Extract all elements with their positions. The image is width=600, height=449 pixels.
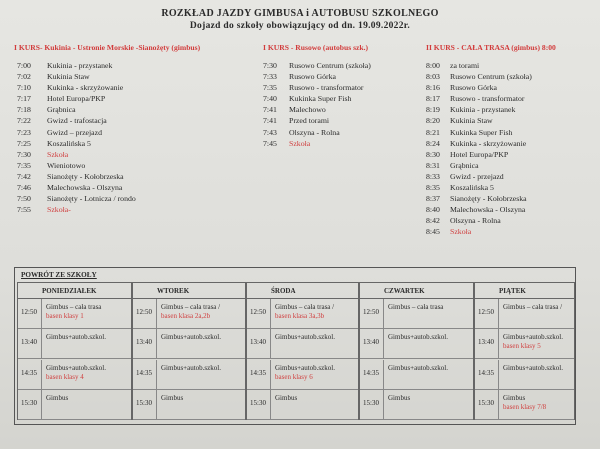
stop-name: Rusowo Centrum (szkoła) bbox=[289, 61, 371, 70]
departure-time: 7:30 bbox=[17, 149, 31, 159]
stop-name: Sianożęty - Kołobrzeska bbox=[450, 194, 527, 204]
stop-name: Malechowska - Olszyna bbox=[47, 183, 123, 193]
return-time: 12:50 bbox=[136, 308, 152, 316]
route-text: Gimbus+autob.szkol. bbox=[388, 364, 448, 372]
route-text: Gimbus+autob.szkol. bbox=[388, 333, 448, 341]
route-text: Gimbus bbox=[503, 394, 526, 402]
departure-time: 8:40 bbox=[426, 205, 440, 215]
schedule-row bbox=[426, 71, 532, 82]
schedule-row bbox=[426, 138, 532, 149]
schedule-row bbox=[263, 82, 371, 93]
time-divider bbox=[498, 390, 499, 419]
column-heading-course-2: II KURS - CAŁA TRASA (gimbus) 8:00 bbox=[426, 43, 556, 52]
pool-note: basen klasy 7/8 bbox=[503, 403, 547, 411]
departure-time: 7:22 bbox=[17, 116, 31, 126]
departure-time: 7:18 bbox=[17, 105, 31, 115]
time-divider bbox=[41, 299, 42, 328]
departure-time: 7:55 bbox=[17, 205, 31, 215]
stop-name: Sianożęty - Lotnicza / rondo bbox=[47, 194, 136, 204]
schedule-row bbox=[426, 149, 532, 160]
return-time: 13:40 bbox=[478, 338, 494, 346]
return-time: 15:30 bbox=[250, 399, 266, 407]
return-table bbox=[14, 267, 576, 425]
stop-name: Kukinia - przystanek bbox=[47, 61, 113, 70]
route-text: Gimbus+autob.szkol. bbox=[275, 333, 335, 341]
departure-slot bbox=[360, 329, 473, 359]
departure-time: 8:20 bbox=[426, 116, 440, 126]
departure-time: 8:33 bbox=[426, 171, 440, 181]
day-heading: ŚRODA bbox=[247, 283, 358, 299]
departure-time: 8:35 bbox=[426, 183, 440, 193]
stop-name: Malechowo bbox=[289, 105, 326, 115]
schedule-row bbox=[17, 193, 136, 204]
day-column bbox=[17, 282, 132, 420]
departure-time: 7:40 bbox=[263, 94, 277, 104]
return-time: 14:35 bbox=[478, 369, 494, 377]
time-divider bbox=[41, 329, 42, 358]
time-divider bbox=[156, 299, 157, 328]
pool-note: basen klasy 6 bbox=[275, 373, 313, 381]
time-divider bbox=[156, 329, 157, 358]
schedule-row bbox=[17, 138, 136, 149]
schedule-row bbox=[263, 138, 371, 149]
pool-note: basen klasy 4 bbox=[46, 373, 84, 381]
departure-slot bbox=[133, 360, 245, 390]
time-divider bbox=[383, 360, 384, 389]
return-time: 15:30 bbox=[478, 399, 494, 407]
departure-time: 7:17 bbox=[17, 94, 31, 104]
departure-slot bbox=[18, 329, 131, 359]
schedule-row bbox=[263, 60, 371, 71]
stop-name: Kukinia Staw bbox=[450, 116, 493, 126]
day-column bbox=[359, 282, 474, 420]
route-text: Gimbus bbox=[388, 394, 411, 402]
schedule-column-3 bbox=[426, 60, 532, 238]
departure-time: 7:23 bbox=[17, 127, 31, 137]
stop-name: Sianożęty - Kołobrzeska bbox=[47, 171, 124, 181]
stop-name: Gwizd - trafostacja bbox=[47, 116, 107, 126]
stop-name: Olszyna - Rolna bbox=[289, 127, 340, 137]
stop-name: Kukinka Super Fish bbox=[450, 127, 513, 137]
schedule-column-1 bbox=[17, 60, 136, 215]
time-divider bbox=[156, 390, 157, 419]
stop-name: Szkoła bbox=[450, 227, 472, 237]
stop-name: Grąbnica bbox=[450, 160, 479, 170]
schedule-row bbox=[426, 127, 532, 138]
departure-time: 8:37 bbox=[426, 194, 440, 204]
departure-time: 8:30 bbox=[426, 149, 440, 159]
schedule-row bbox=[426, 160, 532, 171]
pool-note: basen klasy 1 bbox=[46, 312, 84, 320]
time-divider bbox=[270, 360, 271, 389]
return-time: 14:35 bbox=[250, 369, 266, 377]
stop-name: Hotel Europa/PKP bbox=[47, 94, 106, 104]
departure-time: 7:25 bbox=[17, 138, 31, 148]
departure-time: 8:31 bbox=[426, 160, 440, 170]
departure-slot bbox=[360, 299, 473, 329]
schedule-row bbox=[426, 93, 532, 104]
return-time: 14:35 bbox=[136, 369, 152, 377]
departure-slot bbox=[133, 329, 245, 359]
route-text: Gimbus+autob.szkol. bbox=[161, 333, 221, 341]
stop-name: Rusowo - transformator bbox=[289, 83, 364, 93]
route-text: Gimbus – cała trasa bbox=[388, 303, 444, 311]
time-divider bbox=[383, 329, 384, 358]
stop-name: Gwizd - przejazd bbox=[450, 171, 504, 181]
day-heading: WTOREK bbox=[133, 283, 245, 299]
return-time: 15:30 bbox=[136, 399, 152, 407]
return-time: 12:50 bbox=[250, 308, 266, 316]
departure-time: 7:45 bbox=[263, 138, 277, 148]
schedule-row bbox=[426, 171, 532, 182]
departure-slot bbox=[475, 329, 574, 359]
departure-time: 7:33 bbox=[263, 72, 277, 82]
departure-slot bbox=[360, 360, 473, 390]
route-text: Gimbus bbox=[275, 394, 298, 402]
route-text: Gimbus+autob.szkol. bbox=[46, 333, 106, 341]
day-column bbox=[246, 282, 359, 420]
departure-time: 8:19 bbox=[426, 105, 440, 115]
return-time: 12:50 bbox=[21, 308, 37, 316]
departure-slot bbox=[247, 329, 358, 359]
time-divider bbox=[270, 299, 271, 328]
stop-name: Wieniotowo bbox=[47, 160, 86, 170]
departure-time: 7:35 bbox=[263, 83, 277, 93]
departure-time: 7:42 bbox=[17, 171, 31, 181]
departure-time: 7:02 bbox=[17, 72, 31, 82]
schedule-row bbox=[17, 171, 136, 182]
schedule-row bbox=[263, 104, 371, 115]
schedule-row bbox=[17, 182, 136, 193]
pool-note: basen klasa 3a,3b bbox=[275, 312, 325, 320]
departure-slot bbox=[475, 299, 574, 329]
day-heading: PONIEDZIAŁEK bbox=[18, 283, 131, 299]
departure-time: 7:41 bbox=[263, 105, 277, 115]
pool-note: basen klasy 5 bbox=[503, 342, 541, 350]
departure-slot bbox=[360, 390, 473, 420]
departure-time: 7:41 bbox=[263, 116, 277, 126]
schedule-row bbox=[17, 149, 136, 160]
schedule-row bbox=[263, 93, 371, 104]
time-divider bbox=[41, 360, 42, 389]
stop-name: Koszalińska 5 bbox=[450, 183, 494, 193]
departure-slot bbox=[475, 360, 574, 390]
time-divider bbox=[156, 360, 157, 389]
time-divider bbox=[270, 390, 271, 419]
return-time: 15:30 bbox=[363, 399, 379, 407]
day-column bbox=[132, 282, 246, 420]
route-text: Gimbus bbox=[46, 394, 69, 402]
departure-time: 7:46 bbox=[17, 183, 31, 193]
time-divider bbox=[383, 390, 384, 419]
schedule-row bbox=[426, 115, 532, 126]
time-divider bbox=[498, 299, 499, 328]
schedule-row bbox=[17, 93, 136, 104]
schedule-row bbox=[263, 127, 371, 138]
route-text: Gimbus – cała trasa / bbox=[275, 303, 335, 311]
time-divider bbox=[383, 299, 384, 328]
departure-time: 7:35 bbox=[17, 160, 31, 170]
stop-name: Koszalińska 5 bbox=[47, 138, 91, 148]
stop-name: Szkoła- bbox=[47, 205, 71, 215]
departure-slot bbox=[247, 390, 358, 420]
departure-time: 8:17 bbox=[426, 94, 440, 104]
return-table-label: POWRÓT ZE SZKOŁY bbox=[21, 271, 97, 279]
return-time: 13:40 bbox=[363, 338, 379, 346]
stop-name: Hotel Europa/PKP bbox=[450, 149, 509, 159]
return-time: 12:50 bbox=[478, 308, 494, 316]
departure-time: 8:16 bbox=[426, 83, 440, 93]
stop-name: Przed torami bbox=[289, 116, 330, 126]
departure-slot bbox=[247, 299, 358, 329]
schedule-row bbox=[17, 60, 136, 71]
page-subtitle: Dojazd do szkoły obowiązujący od dn. 19.09.2022r. bbox=[189, 21, 411, 31]
schedule-row bbox=[263, 71, 371, 82]
stop-name: Szkoła bbox=[289, 138, 311, 148]
return-time: 12:50 bbox=[363, 308, 379, 316]
departure-time: 8:03 bbox=[426, 72, 440, 82]
stop-name: Rusowo Centrum (szkoła) bbox=[450, 72, 532, 82]
day-column bbox=[474, 282, 575, 420]
stop-name: Gwizd – przejazd bbox=[47, 127, 102, 137]
stop-name: Rusowo - transformator bbox=[450, 94, 525, 104]
departure-time: 7:00 bbox=[17, 61, 31, 70]
departure-time: 8:24 bbox=[426, 138, 440, 148]
time-divider bbox=[41, 390, 42, 419]
return-time: 13:40 bbox=[136, 338, 152, 346]
day-heading: CZWARTEK bbox=[360, 283, 473, 299]
departure-time: 7:30 bbox=[263, 61, 277, 70]
schedule-row bbox=[17, 127, 136, 138]
route-text: Gimbus – cała trasa / bbox=[503, 303, 563, 311]
departure-time: 8:42 bbox=[426, 216, 440, 226]
column-heading-rusowo: I KURS - Rusowo (autobus szk.) bbox=[263, 43, 369, 52]
page-title: ROZKŁAD JAZDY GIMBUSA i AUTOBUSU SZKOLNEGO bbox=[161, 8, 439, 19]
schedule-row bbox=[426, 82, 532, 93]
departure-time: 8:45 bbox=[426, 227, 440, 237]
stop-name: Kukinka - skrzyżowanie bbox=[450, 138, 527, 148]
schedule-row bbox=[263, 115, 371, 126]
route-text: Gimbus – cała trasa bbox=[46, 303, 102, 311]
schedule-row bbox=[426, 182, 532, 193]
stop-name: Malechowska - Olszyna bbox=[450, 205, 526, 215]
departure-time: 7:50 bbox=[17, 194, 31, 204]
departure-slot bbox=[247, 360, 358, 390]
stop-name: Kukinia Staw bbox=[47, 72, 90, 82]
time-divider bbox=[270, 329, 271, 358]
route-text: Gimbus+autob.szkol. bbox=[503, 364, 563, 372]
departure-slot bbox=[18, 390, 131, 420]
schedule-column-2 bbox=[263, 60, 371, 149]
route-text: Gimbus+autob.szkol. bbox=[161, 364, 221, 372]
day-heading: PIĄTEK bbox=[475, 283, 574, 299]
return-time: 14:35 bbox=[21, 369, 37, 377]
departure-slot bbox=[475, 390, 574, 420]
schedule-row bbox=[426, 60, 532, 71]
departure-slot bbox=[133, 390, 245, 420]
stop-name: Kukinka Super Fish bbox=[289, 94, 352, 104]
departure-slot bbox=[18, 299, 131, 329]
route-text: Gimbus – cała trasa / bbox=[161, 303, 221, 311]
stop-name: Szkoła bbox=[47, 149, 69, 159]
schedule-row bbox=[426, 193, 532, 204]
schedule-row bbox=[17, 104, 136, 115]
schedule-row bbox=[17, 115, 136, 126]
route-text: Gimbus+autob.szkol. bbox=[275, 364, 335, 372]
schedule-row bbox=[17, 160, 136, 171]
stop-name: Olszyna - Rolna bbox=[450, 216, 501, 226]
time-divider bbox=[498, 329, 499, 358]
schedule-row bbox=[426, 215, 532, 226]
departure-time: 7:10 bbox=[17, 83, 31, 93]
return-time: 15:30 bbox=[21, 399, 37, 407]
schedule-row bbox=[426, 204, 532, 215]
stop-name: Grąbnica bbox=[47, 105, 76, 115]
schedule-row bbox=[17, 204, 136, 215]
departure-time: 8:00 bbox=[426, 61, 440, 70]
stop-name: Kukinka - skrzyżowanie bbox=[47, 83, 124, 93]
departure-slot bbox=[18, 360, 131, 390]
route-text: Gimbus+autob.szkol. bbox=[46, 364, 106, 372]
departure-time: 7:43 bbox=[263, 127, 277, 137]
pool-note: basen klasa 2a,2b bbox=[161, 312, 211, 320]
time-divider bbox=[498, 360, 499, 389]
route-text: Gimbus+autob.szkol. bbox=[503, 333, 563, 341]
schedule-row bbox=[426, 226, 532, 237]
column-heading-course-1: I KURS- Kukinia - Ustronie Morskie -Sianożęty (gimbus) bbox=[14, 43, 201, 52]
departure-time: 8:21 bbox=[426, 127, 440, 137]
stop-name: Rusowo Górka bbox=[289, 72, 336, 82]
return-time: 13:40 bbox=[21, 338, 37, 346]
schedule-row bbox=[17, 71, 136, 82]
return-time: 14:35 bbox=[363, 369, 379, 377]
departure-slot bbox=[133, 299, 245, 329]
stop-name: Kukinia - przystanek bbox=[450, 105, 516, 115]
stop-name: Rusowo Górka bbox=[450, 83, 497, 93]
schedule-row bbox=[17, 82, 136, 93]
return-time: 13:40 bbox=[250, 338, 266, 346]
stop-name: za torami bbox=[450, 61, 480, 70]
route-text: Gimbus bbox=[161, 394, 184, 402]
schedule-row bbox=[426, 104, 532, 115]
